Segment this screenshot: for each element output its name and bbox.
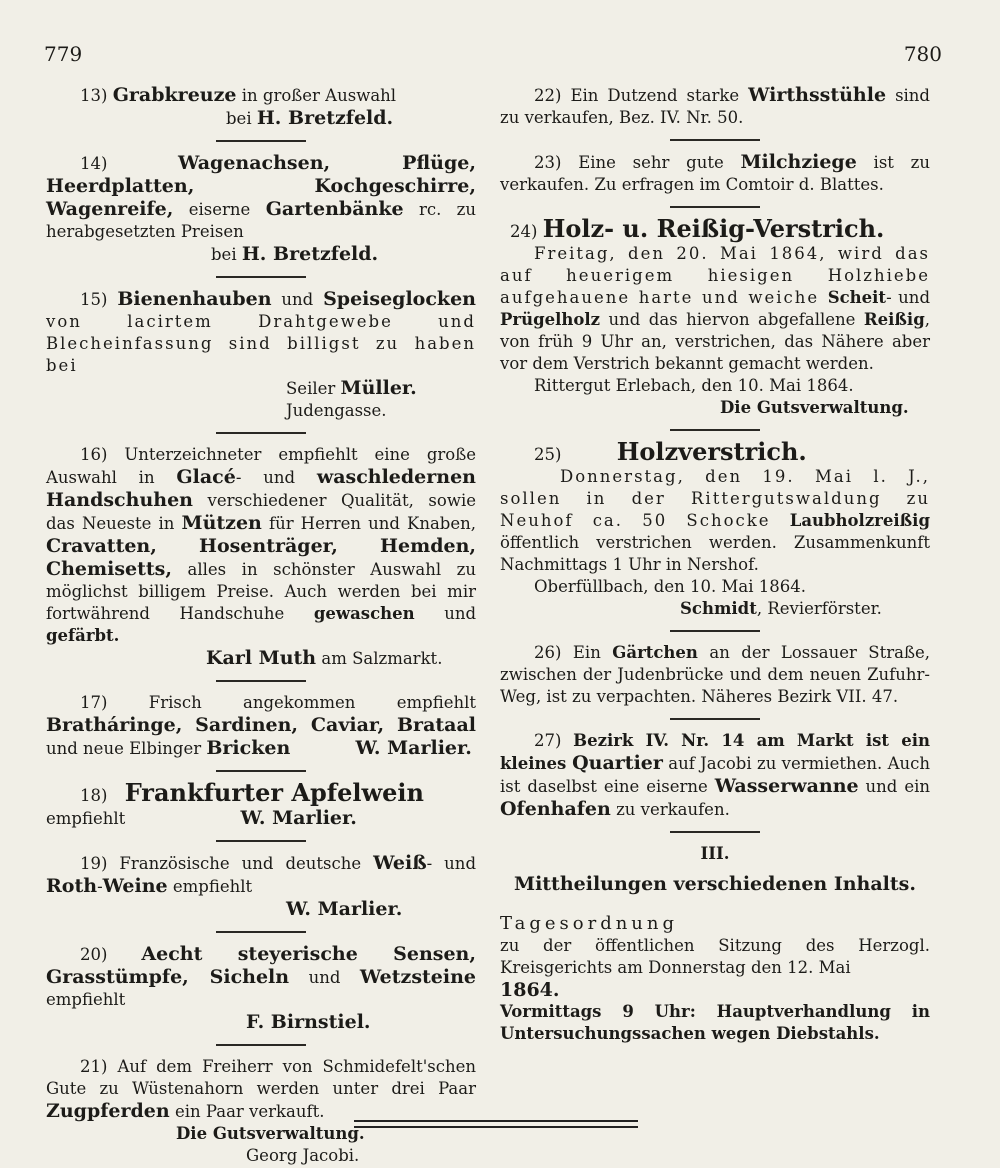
separator-rule [216,1044,306,1046]
ad-text: von lacirtem Drahtgewebe und Blecheinfassung sind billigst zu haben bei [46,312,476,375]
separator-rule [670,718,760,720]
agenda-title: Tagesordnung [500,913,679,934]
footer-double-rule [354,1120,638,1128]
ad-text: zu verkaufen. [610,800,730,819]
ad-text: Seiler [286,379,341,398]
ad-headline: Wetzsteine [359,966,476,988]
ad-headline: Milchziege [740,151,857,173]
ad-headline: Wasserwanne [714,775,859,797]
ad-number: 21) [80,1057,108,1076]
ad-headline: Frankfurter Apfelwein [124,778,424,807]
ad-text: auf Jacobi zu vermiethen. Auch ist daselbst eine eiserne [500,754,930,796]
ad-text: - [97,877,103,896]
page-number-left: 779 [44,42,83,66]
ad-signature: W. Marlier. [240,807,357,829]
ad-26 [500,642,930,708]
separator-rule [216,276,306,278]
ad-text: Ein Dutzend starke [570,86,749,105]
ad-text: empfiehlt [46,809,126,828]
ad-text: empfiehlt [167,877,253,896]
ad-text: öffentlich verstrichen werden. Zusammenkunft Nachmittags 1 Uhr in Nershof. [500,533,930,574]
agenda-text: Vormittags 9 Uhr: Hauptverhandlung in Untersuchungssachen wegen Diebstahls. [500,1002,930,1043]
ad-headline: Reißig [863,310,925,329]
separator-rule [216,680,306,682]
ad-15 [46,288,476,422]
section-number: III. [700,844,730,863]
ad-headline: Quartier [572,752,663,774]
ad-text: an der Lossauer Straße, zwischen der Judenbrücke und dem neuen Zufuhr-Weg, ist zu verpachten. Näheres Bezirk VII. 47. [500,643,930,706]
ad-signature: W. Marlier. [355,737,472,759]
ad-signature: Karl Muth [206,647,317,669]
ad-address: Judengasse. [286,401,387,420]
ad-21 [46,1056,476,1167]
ad-headline: Cravatten, Hosenträger, Hemden, Chemisetts, [46,535,476,580]
ad-headline: Speiseglocken [323,288,476,310]
separator-rule [216,770,306,772]
ad-20 [46,943,476,1034]
ad-text: Frisch angekommen empfiehlt [148,693,476,712]
ad-headline: Grabkreuze [112,84,237,106]
ad-title: Holz- u. Reißig-Verstrich. [542,214,885,243]
ad-headline: Roth [46,875,98,897]
page-number-right: 780 [903,42,942,66]
ad-headline: Wirthsstühle [748,84,887,106]
ad-18 [46,778,476,830]
separator-rule [216,931,306,933]
ad-text: und ein [858,777,930,796]
ad-headline: Bratháringe, Sardinen, Caviar, Brataal [46,714,476,736]
ad-text: und das hiervon abgefallene [600,310,864,329]
ad-text: Eine sehr gute [578,153,741,172]
ad-text: bei [211,245,242,264]
ad-signature: Georg Jacobi. [246,1146,360,1165]
ad-signature: H. Bretzfeld. [256,107,394,129]
ad-number: 15) [80,290,108,309]
ad-14 [46,152,476,266]
ad-text: Auf dem Freiherr von Schmidefelt'schen Gute zu Wüstenahorn werden unter drei Paar [46,1057,476,1098]
ad-signature: Müller. [340,377,417,399]
ad-text: alles in schönster Auswahl zu möglichst billigem Preise. Auch werden bei mir fortwährend Handschuhe [46,560,476,623]
ad-headline: Glacé [176,466,236,488]
ad-text: rc. zu herabgesetzten Preisen [46,200,477,241]
ad-text: , Revierförster. [756,599,882,618]
ad-headline: Wagenachsen, Pflüge, Heerdplatten, Kochgeschirre, Wagenreife, [46,152,476,220]
ad-text: Französische und deutsche [119,854,374,873]
ad-text: , von früh 9 Uhr an, verstrichen, das Nähere aber vor dem Verstrich bekannt gemacht werden. [500,310,930,373]
ad-27 [500,730,930,821]
ad-text: für Herren und Knaben, [261,514,476,533]
ad-number: 26) [534,643,562,662]
ad-13 [46,84,476,130]
ad-headline: Zugpferden [46,1100,170,1122]
ad-title: Holzverstrich. [616,437,807,466]
ad-text: ein Paar verkauft. [169,1102,325,1121]
ad-text: am Salzmarkt. [316,649,443,668]
ad-text: - und [235,468,317,487]
ad-text: ist zu verkaufen. Zu erfragen im Comtoir d. Blattes. [500,153,931,194]
ad-number: 19) [80,854,108,873]
ad-number: 18) [80,786,108,805]
ad-number: 24) [510,222,538,241]
ad-headline: gefärbt. [46,626,120,645]
ad-text: Freitag, den 20. Mai 1864, wird das auf heuerigem hiesigen Holzhiebe aufgehauene harte und weiche [500,244,930,307]
ad-signature: Schmidt [680,599,757,618]
separator-rule [216,432,306,434]
ad-headline: Gartenbänke [265,198,404,220]
ad-number: 14) [80,154,108,173]
ad-headline: Weiß [373,852,427,874]
ad-headline: Prügelholz [500,310,601,329]
ad-number: 16) [80,445,108,464]
separator-rule [670,630,760,632]
ad-text: eiserne [173,200,266,219]
separator-rule [670,206,760,208]
ad-number: 22) [534,86,562,105]
ad-number: 25) [534,445,562,464]
ad-text: und [271,290,324,309]
ad-text: Unterzeichneter empfiehlt eine große Auswahl in [46,445,476,487]
ad-number: 27) [534,731,562,750]
ad-headline: Scheit [827,288,887,307]
ad-signature: W. Marlier. [286,898,403,920]
agenda-year: 1864. [500,979,560,1001]
ad-19 [46,852,476,921]
separator-rule [670,139,760,141]
ad-number: 20) [80,945,108,964]
ad-text: - und [886,288,931,307]
ad-text: Donnerstag, den 19. Mai l. J., sollen in der Rittergutswaldung zu Neuhof ca. 50 Schocke [500,467,930,530]
ad-place-date: Oberfüllbach, den 10. Mai 1864. [534,577,806,596]
ad-text: verschiedener Qualität, sowie das Neueste in [46,491,476,533]
ad-text: empfiehlt [46,990,126,1009]
ad-text: - und [426,854,477,873]
ad-text: und [289,968,360,987]
ad-signature: Die Gutsverwaltung. [176,1124,365,1143]
ad-headline: Bricken [206,737,291,759]
section-heading [500,843,930,895]
ad-text: in großer Auswahl [236,86,397,105]
ad-text: Ein [572,643,613,662]
separator-rule [670,831,760,833]
ad-22 [500,84,930,129]
separator-rule [670,429,760,431]
ad-headline: Mützen [181,512,262,534]
ad-number: 23) [534,153,562,172]
ad-signature: F. Birnstiel. [246,1011,371,1033]
separator-rule [216,840,306,842]
ad-17 [46,692,476,760]
ad-headline: gewaschen [313,604,415,623]
ad-text: und [414,604,477,623]
right-column [500,84,930,1045]
ad-headline: Laubholzreißig [789,511,930,530]
agenda-text: zu der öffentlichen Sitzung des Herzogl. Kreisgerichts am Donnerstag den 12. Mai [500,936,930,977]
agenda [500,913,930,1045]
ad-headline: Ofenhafen [500,798,611,820]
ad-number: 13) [80,86,108,105]
ad-headline: Gärtchen [612,643,698,662]
left-column [46,84,476,1167]
ad-text: Bezirk IV. Nr. 14 am Markt ist ein kleines [500,731,930,773]
ad-headline: Aecht steyerische Sensen, Grasstümpfe, Sicheln [46,943,476,988]
section-title: Mittheilungen verschiedenen Inhalts. [514,873,916,895]
ad-headline: Bienenhauben [117,288,272,310]
ad-signature: Die Gutsverwaltung. [720,398,909,417]
ad-text: bei [226,109,257,128]
ad-24 [500,214,931,419]
ad-text: und neue Elbinger [46,739,207,758]
ad-23 [500,151,930,196]
ad-16 [46,444,476,670]
ad-headline: waschledernen Handschuhen [46,466,476,511]
separator-rule [216,140,306,142]
ad-signature: H. Bretzfeld. [241,243,379,265]
ad-place-date: Rittergut Erlebach, den 10. Mai 1864. [534,376,854,395]
ad-headline: Weine [102,875,168,897]
ad-number: 17) [80,693,108,712]
ad-text: sind zu verkaufen, Bez. IV. Nr. 50. [500,86,930,127]
ad-25 [500,437,930,620]
